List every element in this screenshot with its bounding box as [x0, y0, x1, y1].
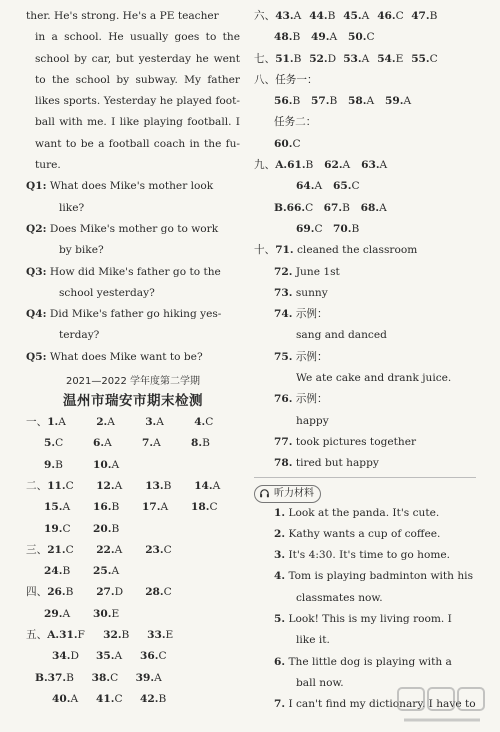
answer-row	[26, 476, 240, 497]
answer-item: 64.A	[296, 180, 323, 193]
answer-row	[26, 561, 240, 582]
watermark-logo	[394, 682, 490, 728]
answer-item: 8.B	[191, 437, 210, 450]
section-number: 一、	[26, 416, 48, 429]
answer-item: 5.C	[44, 437, 64, 450]
answer-item: 21.C	[47, 543, 74, 556]
answer-item: 28.C	[145, 586, 172, 599]
answer-item: 11.C	[47, 479, 74, 492]
question-number: Q4:	[26, 308, 47, 321]
question-line: Q2: Does Mike's mother go to work	[26, 222, 219, 235]
answer-row	[26, 604, 240, 625]
listening-line: classmates now.	[296, 591, 383, 604]
answer-item: 49.A	[311, 31, 338, 44]
answer-item: 69.C	[296, 222, 323, 235]
answer-item: 51.B	[275, 52, 302, 65]
listening-header	[254, 482, 484, 503]
passage-line: to the school by subway. My father	[35, 73, 240, 86]
answer-row	[26, 625, 240, 646]
answer-item: 7.A	[142, 437, 161, 450]
answer-row	[254, 176, 484, 197]
answer-item: 1.A	[47, 416, 66, 429]
answer-row	[254, 219, 484, 240]
answer-row	[26, 668, 240, 689]
answer-item: 62.A	[324, 159, 351, 172]
question-line: Q4: Did Mike's father go hiking yes-	[26, 308, 222, 321]
passage-line: ture.	[35, 159, 61, 172]
section-number: 六、	[254, 10, 276, 22]
answer-row	[254, 198, 484, 219]
answer-item: 41.C	[96, 692, 123, 705]
answer-item: 6.A	[93, 437, 112, 450]
answer-item: 26.B	[47, 586, 74, 599]
answer-item: 15.A	[44, 501, 71, 514]
answer-row	[26, 455, 240, 476]
answer-row	[254, 134, 484, 155]
short-answer: 77. took pictures together	[274, 435, 417, 448]
question-number: Q5:	[26, 350, 47, 363]
answer-row	[254, 70, 484, 91]
answer-item: 35.A	[96, 650, 123, 663]
question-line: by bike?	[59, 244, 104, 257]
answer-row	[26, 689, 240, 710]
left-column	[26, 6, 240, 710]
question-number: Q1:	[26, 180, 47, 193]
short-answer: 76. 示例：	[274, 393, 328, 406]
right-column	[254, 6, 484, 716]
listening-line: 5. Look! This is my living room. I	[274, 613, 452, 626]
listening-line: 6. The little dog is playing with a	[274, 655, 452, 668]
answer-row	[26, 582, 240, 603]
section-number: 二、	[26, 479, 48, 492]
divider	[254, 477, 476, 478]
section-number: 四、	[26, 586, 48, 599]
answer-item: 22.A	[96, 543, 123, 556]
answer-item: 63.A	[361, 159, 388, 172]
section-number: 五、	[26, 629, 48, 642]
section-number: 十、	[254, 244, 276, 257]
answer-item: 24.B	[44, 565, 71, 578]
example-answer: We ate cake and drank juice.	[296, 372, 452, 385]
answer-item: 43.A	[275, 10, 302, 22]
answer-item: 14.A	[194, 479, 221, 492]
answer-item: 33.E	[147, 629, 174, 642]
answer-item: 37.B	[47, 671, 74, 684]
short-answer: 73. sunny	[274, 286, 328, 299]
section-number: 八、	[254, 73, 276, 86]
answer-item: 31.F	[59, 629, 85, 642]
part-label: A.	[275, 159, 288, 172]
answer-row	[254, 49, 484, 70]
answer-row	[26, 540, 240, 561]
answer-item: 34.D	[52, 650, 79, 663]
answer-item: 45.A	[343, 10, 370, 22]
question-line: school yesterday?	[59, 286, 155, 299]
answer-item: 17.A	[142, 501, 169, 514]
answer-item: 66.C	[286, 201, 314, 214]
listening-line: 7. I can't find my dictionary. I have to	[274, 698, 476, 711]
answer-item: 3.A	[145, 416, 164, 429]
answer-item: 13.B	[145, 479, 172, 492]
question-line: Q3: How did Mike's father go to the	[26, 265, 221, 278]
task-label: 任务一：	[275, 73, 318, 86]
answer-item: 48.B	[274, 31, 301, 44]
listening-line: 2. Kathy wants a cup of coffee.	[274, 527, 441, 540]
answer-item: 32.B	[103, 629, 130, 642]
short-answer: 72. June 1st	[274, 265, 340, 278]
listening-line: ball now.	[296, 676, 344, 689]
passage-line: in a school. He usually goes to the	[35, 31, 240, 44]
exam-title: 温州市瑞安市期末检测	[63, 393, 203, 410]
answer-row	[254, 112, 484, 133]
answer-item: 54.E	[377, 52, 404, 65]
answer-item: 61.B	[287, 159, 314, 172]
answer-item: 19.C	[44, 522, 71, 535]
answer-item: 50.C	[348, 31, 375, 44]
answer-item: 42.B	[140, 692, 167, 705]
answer-item: 4.C	[194, 416, 214, 429]
answer-item: 67.B	[323, 201, 350, 214]
answer-row	[26, 497, 240, 518]
answer-item: 57.B	[311, 95, 338, 108]
term-title: 2021—2022 学年度第二学期	[65, 376, 201, 388]
answer-row	[254, 155, 484, 176]
question-number: Q3:	[26, 265, 47, 278]
answer-item: 60.C	[274, 137, 301, 150]
part-label: B.	[35, 671, 48, 684]
short-answer: 78. tired but happy	[274, 457, 379, 470]
answer-item: 47.B	[411, 10, 438, 22]
listening-line: 3. It's 4:30. It's time to go home.	[274, 549, 451, 562]
answer-item: 46.C	[377, 10, 404, 22]
question-number: Q2:	[26, 222, 47, 235]
passage-line: want to be a football coach in the fu-	[35, 137, 240, 150]
answer-item: 52.D	[309, 52, 337, 65]
listening-label: 听力材料	[274, 487, 314, 499]
passage-line: school by car, but yesterday he went	[35, 52, 240, 65]
answer-item: 56.B	[274, 95, 301, 108]
answer-item: 44.B	[309, 10, 336, 22]
answer-row	[26, 519, 240, 540]
listening-line: 4. Tom is playing badminton with his	[274, 570, 474, 583]
short-answer: 74. 示例：	[274, 308, 328, 321]
answer-item: 30.E	[93, 607, 120, 620]
answer-item: 27.D	[96, 586, 124, 599]
listening-line: 1. Look at the panda. It's cute.	[274, 506, 440, 519]
section-number: 三、	[26, 543, 48, 556]
passage-line: likes sports. Yesterday he played foot-	[35, 95, 240, 108]
answer-row	[254, 6, 484, 27]
answer-item: 2.A	[96, 416, 115, 429]
answer-item: 59.A	[385, 95, 412, 108]
answer-item: 10.A	[93, 458, 120, 471]
answer-item: 68.A	[360, 201, 387, 214]
short-answer: 75. 示例：	[274, 350, 328, 363]
answer-item: 70.B	[333, 222, 360, 235]
headphones-icon	[259, 488, 270, 499]
question-line: Q1: What does Mike's mother look	[26, 180, 214, 193]
answer-item: 9.B	[44, 458, 63, 471]
answer-item: 16.B	[93, 501, 120, 514]
part-label: A.	[47, 629, 60, 642]
answer-item: 25.A	[93, 565, 120, 578]
section-number: 九、	[254, 159, 276, 172]
answer-row	[26, 412, 240, 433]
answer-row	[26, 433, 240, 454]
listening-line: like it.	[296, 634, 330, 647]
answer-item: 38.C	[91, 671, 119, 684]
section-number: 七、	[254, 52, 276, 65]
answer-item: 18.C	[191, 501, 218, 514]
answer-row	[254, 91, 484, 112]
answer-row	[254, 27, 484, 48]
example-answer: sang and danced	[296, 329, 387, 342]
question-line: like?	[59, 201, 85, 214]
answer-item: 36.C	[140, 650, 167, 663]
question-line: terday?	[59, 329, 100, 342]
answer-item: 20.B	[93, 522, 120, 535]
answer-item: 39.A	[135, 671, 162, 684]
answer-item: 53.A	[343, 52, 370, 65]
short-answer: 十、71. cleaned the classroom	[254, 244, 418, 257]
passage-line: ther. He's strong. He's a PE teacher	[26, 10, 219, 22]
part-label: B.	[274, 201, 287, 214]
answer-item: 12.A	[96, 479, 123, 492]
answer-item: 29.A	[44, 607, 71, 620]
answer-item: 40.A	[52, 692, 79, 705]
passage-line: ball with me. I like playing football. I	[35, 116, 240, 129]
answer-item: 65.C	[333, 180, 360, 193]
task-label: 任务二：	[274, 116, 317, 129]
answer-item: 58.A	[348, 95, 375, 108]
answer-row	[26, 646, 240, 667]
question-line: Q5: What does Mike want to be?	[26, 350, 203, 363]
answer-item: 23.C	[145, 543, 172, 556]
example-answer: happy	[296, 414, 329, 427]
answer-item: 55.C	[411, 52, 438, 65]
